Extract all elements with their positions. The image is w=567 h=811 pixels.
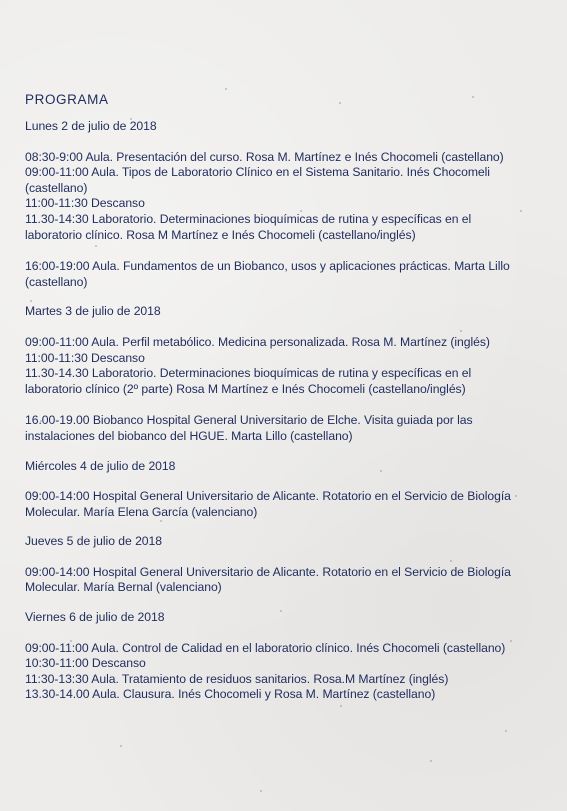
day-section: [25, 304, 545, 444]
schedule-line: (castellano): [25, 180, 88, 195]
paper-speck: [430, 760, 432, 762]
schedule-line: 09:00-11:00 Aula. Perfil metabólico. Medicina personalizada. Rosa M. Martínez (inglés): [25, 334, 490, 349]
schedule-line: 16.00-19.00 Biobanco Hospital General Universitario de Elche. Visita guiada por las: [25, 413, 473, 428]
schedule-block: [25, 489, 545, 520]
day-section: [25, 534, 545, 596]
day-section: [25, 459, 545, 521]
schedule-line: 09:00-14:00 Hospital General Universitario de Alicante. Rotatorio en el Servicio de Biología: [25, 489, 511, 504]
schedule-block: [25, 413, 545, 444]
day-heading: Jueves 5 de julio de 2018: [25, 534, 162, 549]
day-heading: Miércoles 4 de julio de 2018: [25, 458, 176, 473]
schedule-block: [25, 565, 545, 596]
day-heading: Lunes 2 de julio de 2018: [25, 119, 157, 133]
schedule-block: [25, 150, 545, 244]
schedule-line: 09:00-14:00 Hospital General Universitario de Alicante. Rotatorio en el Servicio de Biología: [25, 564, 511, 579]
program-document: [25, 92, 545, 717]
schedule-line: 16:00-19:00 Aula. Fundamentos de un Biobanco, usos y aplicaciones prácticas. Marta Lillo: [25, 259, 510, 274]
day-heading: Martes 3 de julio de 2018: [25, 304, 161, 319]
schedule-line: 10:30-11:00 Descanso: [25, 656, 146, 671]
schedule-line: laboratorio clínico (2º parte) Rosa M Martínez e Inés Chocomeli (castellano/inglés): [25, 381, 466, 396]
schedule-line: (castellano): [25, 274, 88, 289]
day-section: [25, 119, 545, 290]
program-title: PROGRAMA: [25, 92, 109, 107]
paper-speck: [225, 88, 227, 90]
schedule-line: 11:00-11:30 Descanso: [25, 350, 145, 365]
schedule-line: 08:30-9:00 Aula. Presentación del curso. Rosa M. Martínez e Inés Chocomeli (castellano): [25, 149, 504, 164]
day-section: [25, 610, 545, 703]
schedule-block: [25, 335, 545, 397]
schedule-line: 11.30-14:30 Laboratorio. Determinaciones bioquímicas de rutina y específicas en el: [25, 211, 472, 226]
schedule-line: instalaciones del biobanco del HGUE. Marta Lillo (castellano): [25, 428, 353, 443]
schedule-line: 09:00-11:00 Aula. Tipos de Laboratorio Clínico en el Sistema Sanitario. Inés Chocomeli: [25, 165, 490, 180]
schedule-block: [25, 259, 545, 290]
schedule-line: 13.30-14.00 Aula. Clausura. Inés Chocomeli y Rosa M. Martínez (castellano): [25, 687, 436, 702]
paper-speck: [120, 745, 122, 747]
paper-speck: [505, 730, 507, 732]
schedule-line: 11:00-11:30 Descanso: [25, 196, 145, 211]
schedule-line: Molecular. María Bernal (valenciano): [25, 580, 222, 595]
schedule-line: 09:00-11:00 Aula. Control de Calidad en el laboratorio clínico. Inés Chocomeli (castellano): [25, 640, 506, 655]
schedule-block: [25, 641, 545, 703]
schedule-line: 11.30-14.30 Laboratorio. Determinaciones bioquímicas de rutina y específicas en el: [25, 366, 472, 381]
day-heading: Viernes 6 de julio de 2018: [25, 610, 165, 625]
paper-speck: [260, 790, 262, 792]
schedule-line: Molecular. María Elena García (valenciano): [25, 504, 258, 519]
schedule-line: 11:30-13:30 Aula. Tratamiento de residuos sanitarios. Rosa.M Martínez (inglés): [25, 671, 449, 686]
program-days: [25, 119, 545, 703]
schedule-line: laboratorio clínico. Rosa M Martínez e Inés Chocomeli (castellano/inglés): [25, 227, 416, 242]
